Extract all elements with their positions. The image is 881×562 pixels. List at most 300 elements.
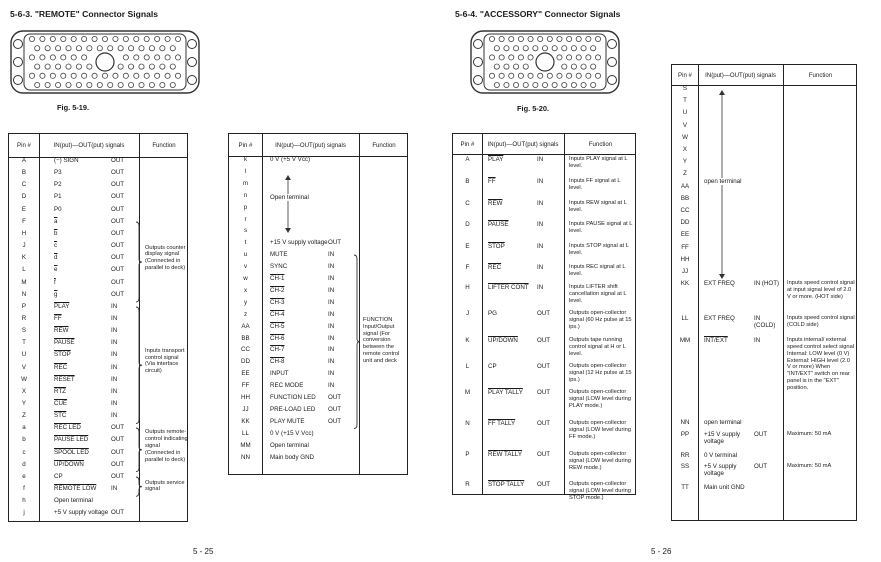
table-row: [672, 337, 856, 391]
pin-cell: A: [21, 157, 27, 164]
pin-cell: L: [465, 363, 470, 370]
signal-cell: CH-7: [270, 346, 285, 354]
pin-cell: k: [243, 156, 248, 163]
direction-cell: IN: [537, 221, 544, 228]
function-description: Inputs REC signal at L level.: [569, 264, 626, 277]
pin-cell: KK: [241, 417, 250, 425]
direction-cell: OUT: [111, 460, 125, 468]
signal-cell: (−) SIGN: [54, 157, 79, 164]
table-row: [9, 328, 187, 340]
direction-cell: IN (COLD): [754, 315, 776, 329]
table-row: [672, 245, 856, 257]
table-row: [672, 232, 856, 244]
pin-cell: X: [682, 146, 688, 153]
pin-cell: b: [22, 436, 26, 444]
function-description: Outputs open-collector signal (LOW level during FF mode.): [569, 420, 631, 440]
direction-cell: IN: [111, 327, 118, 335]
signal-cell: $\overline{RTZ}$: [54, 387, 66, 395]
signal-cell: SPOOL LED: [54, 448, 89, 456]
function-description: Maximum: 50 mA: [787, 431, 832, 437]
direction-cell: OUT: [537, 363, 551, 370]
pin-cell: B: [465, 178, 470, 185]
signal-cell: UP/DOWN: [54, 460, 84, 468]
table-row: [453, 176, 635, 200]
table-row: [9, 182, 187, 194]
direction-cell: IN: [537, 156, 544, 163]
signal-cell: STOP TALLY: [488, 481, 525, 488]
direction-cell: OUT: [328, 394, 342, 401]
table-row: [229, 419, 407, 431]
signal-cell: $\overline{b}$: [54, 229, 58, 237]
signal-cell: FUNCTION LED: [270, 394, 316, 401]
function-description: Outputs open-collector signal (60 Hz pulse at 15 ips.): [569, 310, 632, 330]
table-row: [453, 479, 635, 503]
function-description: Inputs speed control signal at input signal level of 2.0 V or more. (HOT side): [787, 280, 855, 300]
table-row: [672, 86, 856, 98]
table-row: [453, 449, 635, 473]
remote-connector-drawing: [10, 30, 200, 94]
function-description: Inputs PAUSE signal at L level.: [569, 221, 633, 234]
remote-section-title: 5-6-3. "REMOTE" Connector Signals: [10, 9, 159, 19]
table-row: [9, 316, 187, 328]
pin-cell: EE: [241, 370, 250, 378]
signal-cell: CH-6: [270, 334, 285, 342]
table-row: [672, 464, 856, 476]
signal-cell: STOP: [488, 243, 505, 250]
accessory-connector-drawing: [470, 30, 620, 94]
pin-cell: KK: [680, 280, 690, 287]
pin-cell: SS: [680, 463, 690, 470]
signal-cell: EXT FREQ: [704, 280, 735, 287]
pin-cell: F: [22, 217, 26, 225]
signal-cell: $\overline{REC}$: [488, 264, 502, 271]
pin-cell: EE: [680, 231, 690, 239]
function-description: Outputs open-collector signal (LOW level during STOP mode.): [569, 481, 631, 501]
pin-cell: Z: [683, 170, 687, 178]
pin-cell: NN: [241, 453, 250, 461]
pin-cell: BB: [241, 334, 250, 342]
pin-cell: A: [465, 156, 470, 163]
table-row: [9, 219, 187, 231]
direction-cell: IN: [328, 334, 335, 342]
signal-cell: $\overline{CUE}$: [54, 400, 68, 407]
pin-cell: V: [21, 363, 27, 371]
io-header: IN(put)—OUT(put) signals: [275, 141, 346, 149]
table-row: [672, 110, 856, 122]
io-header: IN(put)—OUT(put) signals: [487, 140, 559, 148]
pin-cell: T: [683, 97, 687, 105]
pin-cell: LL: [681, 315, 689, 322]
direction-cell: IN: [328, 286, 335, 294]
pin-cell: S: [682, 85, 688, 92]
pin-cell: W: [682, 133, 688, 141]
pin-cell: P: [465, 451, 470, 458]
function-description: Outputs counter display signal (Connected in parallel to deck): [145, 244, 186, 272]
pin-cell: z: [243, 310, 248, 318]
direction-cell: IN: [537, 264, 544, 271]
pin-cell: n: [243, 191, 248, 199]
table-row: [672, 280, 856, 300]
table-row: [453, 387, 635, 411]
pin-cell: TT: [681, 484, 689, 491]
pin-cell: CC: [680, 207, 690, 214]
direction-cell: OUT: [537, 451, 551, 458]
signal-cell: $\overline{REW}$: [488, 200, 503, 207]
table-row: [229, 169, 407, 181]
pin-cell: CC: [241, 346, 250, 354]
table-row: [229, 455, 407, 467]
function-header: Function: [372, 141, 396, 149]
io-header: IN(put)—OUT(put) signals: [705, 71, 776, 79]
signal-cell: P3: [54, 169, 62, 177]
signal-cell: CP: [54, 472, 63, 480]
signal-cell: EXT FREQ: [704, 315, 735, 322]
direction-cell: IN: [111, 339, 118, 347]
pin-cell: r: [244, 215, 247, 223]
table-row: [229, 252, 407, 264]
io-header: IN(put)—OUT(put) signals: [53, 142, 125, 149]
signal-cell: CH-2: [270, 286, 285, 294]
signal-cell: $\overline{e}$: [54, 266, 58, 274]
direction-cell: IN: [537, 284, 544, 291]
signal-cell: $\overline{REW}$: [54, 327, 69, 335]
signal-cell: LIFTER CONT: [488, 284, 529, 291]
pin-cell: a: [22, 424, 26, 432]
signal-cell: $\overline{f}$: [54, 278, 56, 286]
pin-cell: H: [465, 284, 470, 291]
direction-cell: OUT: [537, 420, 551, 427]
table-row: [672, 220, 856, 232]
signal-cell: PG: [488, 310, 497, 317]
pin-cell: c: [22, 448, 26, 456]
signal-cell: CH-8: [270, 358, 285, 366]
pin-cell: U: [21, 351, 27, 359]
signal-cell: PAUSE LED: [54, 436, 89, 444]
signal-cell: +15 V supply voltage: [704, 431, 740, 445]
function-description: Inputs FF signal at L level.: [569, 178, 621, 191]
remote-signal-table-2: [228, 133, 408, 475]
pin-cell: E: [465, 243, 470, 250]
direction-cell: IN: [328, 322, 335, 330]
pin-cell: MM: [240, 441, 251, 449]
signal-cell: Open terminal: [270, 441, 309, 449]
table-row: [229, 371, 407, 383]
pin-cell: w: [243, 275, 248, 282]
function-description: Outputs open-collector signal (LOW level during REW mode.): [569, 451, 631, 471]
signal-cell: REMOTE LOW: [54, 485, 97, 493]
signal-cell: INPUT: [270, 370, 289, 378]
pin-cell: P: [21, 302, 27, 310]
table-row: [672, 159, 856, 171]
pin-cell: B: [21, 169, 27, 177]
direction-cell: IN: [537, 178, 544, 185]
pin-cell: V: [682, 121, 688, 129]
table-row: [672, 196, 856, 208]
table-row: [453, 361, 635, 385]
signal-cell: PLAY TALLY: [488, 389, 523, 396]
table-row: [9, 194, 187, 206]
table-row: [229, 217, 407, 229]
table-row: [229, 193, 407, 205]
pin-cell: M: [464, 389, 471, 396]
signal-cell: PAUSE: [488, 221, 509, 228]
function-description: Outputs remote-control indicating signal (Connected in parallel to deck): [145, 429, 188, 463]
pin-cell: J: [465, 310, 470, 317]
direction-cell: IN: [328, 370, 335, 378]
signal-cell: P2: [54, 181, 62, 189]
pin-cell: FF: [681, 243, 689, 251]
direction-cell: IN: [328, 382, 335, 390]
signal-cell: REC LED: [54, 424, 81, 432]
pin-cell: S: [21, 327, 27, 335]
direction-cell: OUT: [754, 431, 768, 438]
pin-cell: C: [465, 200, 470, 207]
pin-cell: D: [465, 221, 470, 228]
direction-cell: OUT: [111, 169, 125, 177]
pin-cell: MM: [679, 337, 691, 344]
accessory-section-title: 5-6-4. "ACCESSORY" Connector Signals: [455, 9, 621, 19]
direction-cell: IN: [328, 275, 335, 282]
signal-cell: CP: [488, 363, 497, 370]
signal-cell: RESET: [54, 375, 75, 383]
direction-cell: OUT: [328, 405, 342, 413]
table-row: [9, 231, 187, 243]
pin-cell: x: [243, 286, 248, 294]
table-row: [9, 280, 187, 292]
signal-cell: 0 V (+5 V Vcc): [270, 156, 311, 163]
table-row: [672, 171, 856, 183]
pin-cell: E: [21, 205, 27, 213]
signal-cell: FF TALLY: [488, 420, 516, 427]
pin-cell: D: [21, 193, 27, 201]
pin-cell: v: [243, 263, 248, 271]
brace-bracket: [353, 254, 361, 430]
signal-cell: +5 V supply voltage: [704, 463, 737, 477]
function-description: Inputs STOP signal at L level.: [569, 243, 629, 256]
open-terminal-label: Open terminal: [270, 194, 309, 201]
direction-cell: OUT: [111, 509, 125, 517]
direction-cell: OUT: [111, 157, 125, 164]
pin-cell: T: [22, 339, 26, 347]
table-row: [672, 98, 856, 110]
pin-cell: C: [21, 181, 27, 189]
pin-cell: u: [243, 251, 248, 259]
signal-cell: CH-5: [270, 322, 285, 330]
pin-cell: JJ: [242, 405, 249, 413]
table-row: [229, 383, 407, 395]
table-row: [9, 510, 187, 522]
signal-cell: $\overline{g}$: [54, 290, 58, 298]
table-row: [229, 443, 407, 455]
pin-cell: RR: [680, 452, 690, 459]
direction-cell: OUT: [537, 337, 551, 344]
table-header: [453, 134, 635, 155]
signal-cell: $\overline{REC}$: [54, 363, 68, 371]
signal-cell: P0: [54, 205, 62, 213]
pin-cell: FF: [241, 382, 250, 390]
pin-cell: AA: [680, 182, 690, 190]
pin-cell: DD: [680, 219, 690, 227]
direction-cell: OUT: [537, 310, 551, 317]
pin-cell: PP: [680, 431, 690, 438]
signal-cell: $\overline{d}$: [54, 254, 58, 262]
brace-bracket: [135, 221, 143, 303]
function-description: Inputs internal/ external speed control select signal Internal: LOW level (0 V) External: HIGH level (2.0 V or more) When "INT/EXT" switch on rear panel is in the "EXT" position.: [787, 337, 855, 391]
fig-remote-caption: Fig. 5-19.: [57, 103, 90, 112]
signal-cell: $\overline{STC}$: [54, 412, 67, 420]
pin-cell: J: [22, 242, 26, 250]
pin-cell: HH: [680, 255, 690, 263]
direction-cell: IN: [111, 302, 118, 310]
table-row: [453, 154, 635, 178]
pin-cell: AA: [241, 322, 250, 330]
direction-cell: OUT: [111, 205, 125, 213]
direction-cell: IN: [111, 314, 118, 322]
pin-cell: K: [465, 337, 470, 344]
direction-cell: OUT: [111, 436, 125, 444]
table-row: [229, 157, 407, 169]
table-header: [229, 134, 407, 157]
table-row: [672, 485, 856, 497]
direction-cell: IN: [111, 351, 118, 359]
signal-cell: CH-1: [270, 275, 285, 282]
signal-cell: PRE-LOAD LED: [270, 405, 316, 413]
direction-cell: OUT: [111, 472, 125, 480]
table-row: [453, 308, 635, 332]
direction-cell: OUT: [328, 417, 342, 425]
table-row: [9, 158, 187, 170]
direction-cell: IN: [328, 251, 335, 259]
signal-cell: $\overline{FF}$: [54, 314, 62, 322]
table-row: [453, 418, 635, 442]
pin-cell: Y: [682, 158, 688, 166]
direction-cell: OUT: [111, 278, 125, 286]
pin-cell: e: [22, 472, 26, 480]
function-description: Inputs REW signal at L level.: [569, 200, 627, 213]
pin-cell: Z: [22, 412, 26, 420]
pin-cell: y: [243, 298, 248, 306]
signal-cell: REW TALLY: [488, 451, 523, 458]
pin-cell: s: [243, 227, 248, 235]
table-row: [229, 205, 407, 217]
pin-cell: R: [21, 314, 27, 322]
table-row: [229, 181, 407, 193]
pin-cell: f: [23, 485, 25, 493]
direction-cell: OUT: [754, 463, 768, 470]
brace-bracket: [135, 476, 143, 497]
table-row: [9, 389, 187, 401]
direction-cell: OUT: [537, 389, 551, 396]
table-header: [9, 134, 187, 158]
pin-cell: DD: [241, 358, 250, 366]
brace-bracket: [135, 306, 143, 425]
table-row: [672, 147, 856, 159]
table-row: [672, 208, 856, 220]
direction-cell: IN: [111, 363, 118, 371]
table-row: [9, 377, 187, 389]
span-arrow: [284, 174, 292, 234]
table-row: [453, 219, 635, 243]
table-row: [229, 395, 407, 407]
table-row: [9, 207, 187, 219]
pin-cell: HH: [241, 394, 250, 401]
signal-cell: CH-3: [270, 298, 285, 306]
table-header: [672, 65, 856, 86]
function-description: Inputs transport control signal (Via interface circuit): [145, 347, 185, 375]
function-description: Inputs LIFTER shift cancellation signal at L level.: [569, 284, 627, 304]
pin-cell: l: [244, 167, 247, 175]
function-header: Function: [588, 140, 613, 148]
table-row: [672, 432, 856, 444]
signal-cell: 0 V terminal: [704, 452, 738, 459]
pin-header: Pin #: [17, 142, 31, 149]
direction-cell: OUT: [111, 254, 125, 262]
signal-cell: PLAY MUTE: [270, 417, 305, 425]
table-row: [229, 288, 407, 300]
direction-cell: OUT: [111, 217, 125, 225]
table-row: [229, 276, 407, 288]
table-row: [229, 431, 407, 443]
pin-cell: t: [244, 239, 247, 247]
table-row: [229, 407, 407, 419]
table-row: [229, 240, 407, 252]
table-row: [672, 135, 856, 147]
direction-cell: IN: [111, 412, 118, 420]
direction-cell: IN: [754, 337, 761, 344]
direction-cell: IN: [111, 400, 118, 407]
function-description: Maximum: 50 mA: [787, 463, 832, 469]
direction-cell: IN: [328, 298, 335, 306]
table-row: [453, 335, 635, 359]
direction-cell: OUT: [111, 181, 125, 189]
table-row: [453, 282, 635, 306]
direction-cell: OUT: [111, 424, 125, 432]
page-number-left: 5 - 25: [193, 547, 214, 556]
pin-cell: W: [21, 375, 27, 383]
direction-cell: IN: [111, 485, 118, 493]
table-row: [9, 170, 187, 182]
table-row: [672, 316, 856, 328]
direction-cell: IN: [328, 263, 335, 271]
direction-cell: IN: [537, 243, 544, 250]
table-row: [9, 401, 187, 413]
pin-cell: h: [22, 497, 26, 505]
accessory-signal-table-2: [671, 64, 857, 521]
function-description: Inputs PLAY signal at L level.: [569, 156, 628, 169]
signal-cell: CH-4: [270, 310, 285, 318]
table-row: [229, 300, 407, 312]
table-row: [9, 413, 187, 425]
direction-cell: OUT: [111, 290, 125, 298]
direction-cell: OUT: [111, 266, 125, 274]
pin-header: Pin #: [678, 71, 692, 79]
pin-cell: F: [465, 264, 470, 271]
signal-cell: SYNC: [270, 263, 288, 271]
signal-cell: Main unit GND: [704, 484, 745, 491]
signal-cell: P1: [54, 193, 62, 201]
signal-cell: 0 V (+15 V Vcc): [270, 429, 314, 437]
pin-cell: NN: [680, 419, 690, 426]
direction-cell: IN: [328, 310, 335, 318]
pin-cell: Y: [21, 400, 27, 407]
signal-cell: +15 V supply voltage: [270, 239, 328, 247]
signal-cell: INT/EXT: [704, 337, 728, 344]
table-row: [9, 304, 187, 316]
pin-cell: N: [21, 290, 27, 298]
pin-cell: LL: [242, 429, 249, 437]
function-header: Function: [152, 142, 176, 149]
direction-cell: OUT: [111, 193, 125, 201]
